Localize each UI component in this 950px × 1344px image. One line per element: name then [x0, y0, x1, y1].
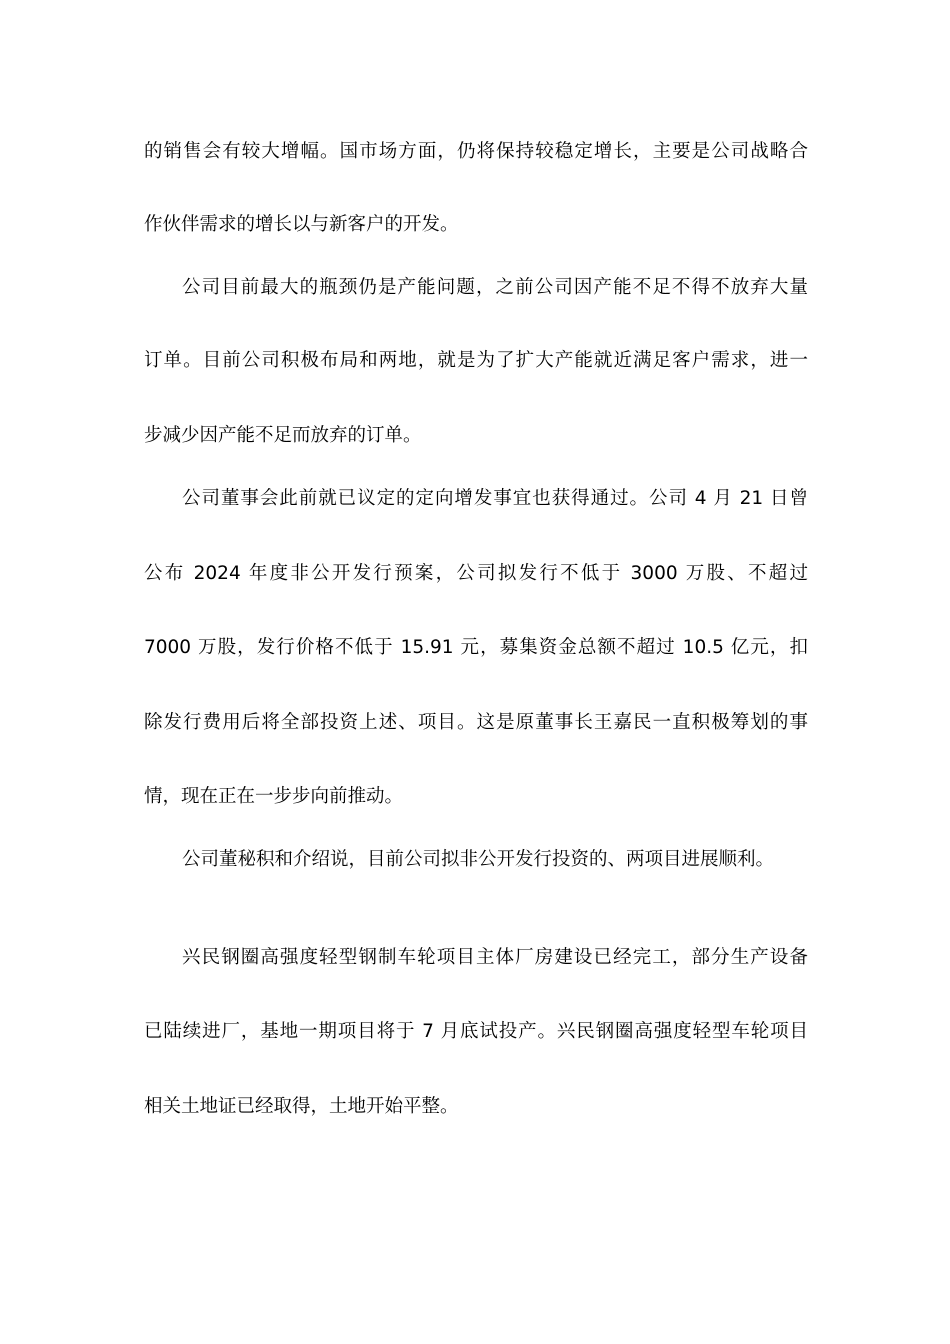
paragraph-first-line: 公司目前最大的瓶颈仍是产能问题，之前公司因产能不足不得不放弃大量: [182, 277, 808, 298]
text-line: 情，现在正在一步步向前推动。: [144, 786, 404, 807]
text-line: 除发行费用后将全部投资上述、项目。这是原董事长王嘉民一直积极筹划的事: [144, 712, 808, 733]
text-line: 7000 万股，发行价格不低于 15.91 元，募集资金总额不超过 10.5 亿元，扣: [144, 637, 808, 658]
text-line: 订单。目前公司积极布局和两地，就是为了扩大产能就近满足客户需求，进一: [144, 350, 808, 371]
paragraph-first-line: 公司董秘积和介绍说，目前公司拟非公开发行投资的、两项目进展顺利。: [182, 849, 775, 870]
paragraph-first-line: 兴民钢圈高强度轻型钢制车轮项目主体厂房建设已经完工，部分生产设备: [182, 947, 808, 968]
text-line: 相关土地证已经取得，土地开始平整。: [144, 1096, 459, 1117]
text-line: 步减少因产能不足而放弃的订单。: [144, 425, 422, 446]
text-line: 已陆续进厂，基地一期项目将于 7 月底试投产。兴民钢圈高强度轻型车轮项目: [144, 1021, 808, 1042]
paragraph-first-line: 公司董事会此前就已议定的定向增发事宜也获得通过。公司 4 月 21 日曾: [182, 488, 808, 509]
text-line: 的销售会有较大增幅。国市场方面，仍将保持较稳定增长，主要是公司战略合: [144, 141, 808, 162]
text-line: 公布 2024 年度非公开发行预案，公司拟发行不低于 3000 万股、不超过: [144, 563, 808, 584]
text-line: 作伙伴需求的增长以与新客户的开发。: [144, 214, 459, 235]
